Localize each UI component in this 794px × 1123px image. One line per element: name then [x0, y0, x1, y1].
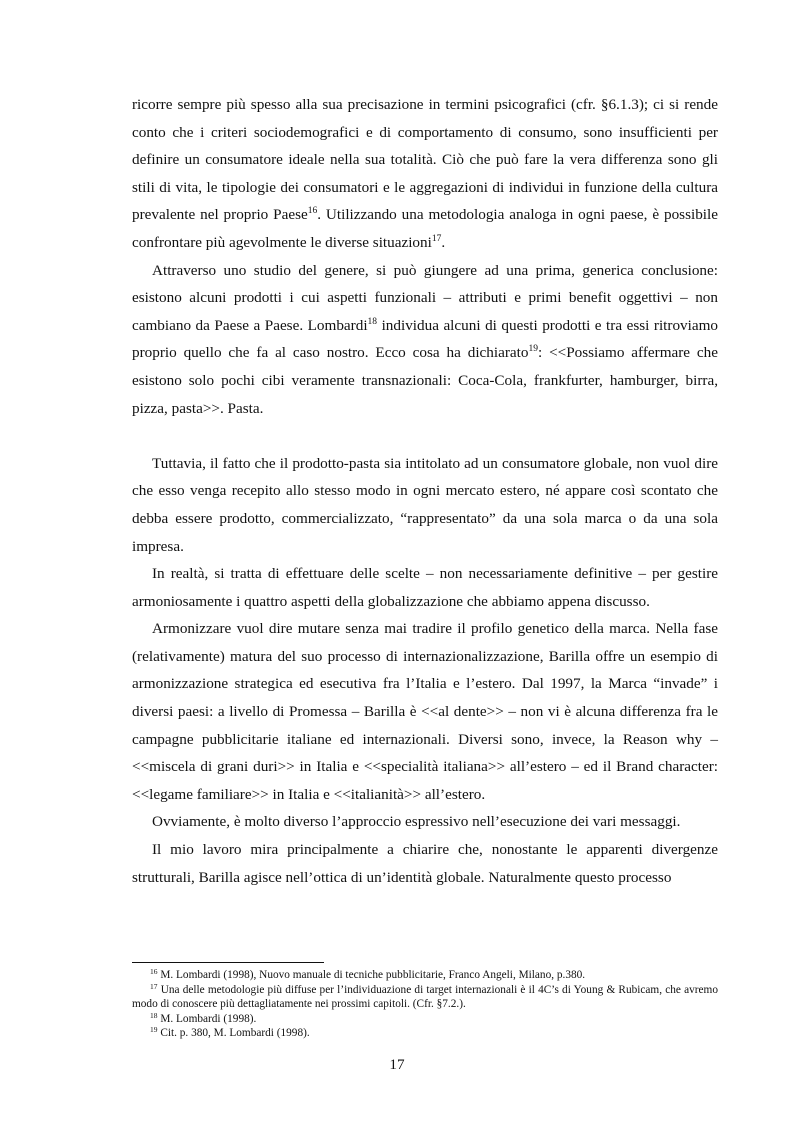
text-segment: Ovviamente, è molto diverso l’approccio espressivo nell’esecuzione dei vari messaggi. — [152, 813, 681, 831]
footnote-ref-16: 16 — [307, 206, 318, 217]
footnote-number: 17 — [150, 981, 158, 991]
footnote-ref-18: 18 — [367, 316, 378, 327]
text-segment: individua alcuni di questi prodotti e tra essi ritroviamo proprio quello che fa al caso nostro. Ecco cosa ha dichiarato — [132, 316, 718, 362]
text-segment: Armonizzare vuol dire mutare senza mai tradire il profilo genetico della marca. Nella fase (relativamente) matura del suo processo di internazionalizzazione, Barilla offre un esempio di armonizzazione strategica ed esecutiva fra l’Italia e l’estero. Dal 1997, la Marca “invade” i diversi paesi: a livello di Promessa – Barilla è <<al dente>> – non vi è alcuna differenza fra le campagne pubblicitarie italiane ed internazionali. Diversi sono, invece, la Reason why – <<miscela di grani duri>> in Italia e <<specialità italiana>> all’estero – ed il Brand character: <<legame familiare>> in Italia e <<italianità>> all’estero. — [132, 620, 718, 803]
paragraph — [132, 450, 718, 560]
footnote-ref-17: 17 — [431, 233, 442, 244]
paragraph — [132, 615, 718, 808]
footnote-text: M. Lombardi (1998). — [157, 1012, 257, 1025]
paragraph — [132, 836, 718, 891]
text-segment: ricorre sempre più spesso alla sua precisazione in termini psicografici (cfr. §6.1.3); ci si rende conto che i criteri sociodemografici e di comportamento di consumo, sono insufficienti per definire un consumatore ideale nella sua totalità. Ciò che può fare la vera differenza sono gli stili di vita, le tipologie dei consumatori e le aggregazioni di individui in funzione della cultura prevalente nel proprio Paese — [132, 96, 718, 224]
footnote-text: Una delle metodologie più diffuse per l’individuazione di target internazionali è il 4C’s di Young & Rubicam, che avremo modo di conoscere più dettagliatamente nei prossimi capitoli. (Cfr. §7.2.). — [132, 983, 718, 1010]
body-text — [132, 91, 718, 891]
text-segment: . Utilizzando una metodologia analoga in ogni paese, è possibile confrontare più agevolmente le diverse situazioni — [132, 206, 718, 251]
footnotes — [132, 968, 718, 1041]
footnote-number: 19 — [150, 1025, 158, 1034]
footnote-19 — [132, 1026, 718, 1041]
text-segment: Tuttavia, il fatto che il prodotto-pasta sia intitolato ad un consumatore globale, non vuol dire che esso venga recepito allo stesso modo in ogni mercato estero, né appare così scontato che debba essere prodotto, commercializzato, “rappresentato” da una sola marca o da una sola impresa. — [132, 454, 718, 555]
footnote-divider — [132, 962, 324, 963]
paragraph — [132, 91, 718, 257]
footnote-18 — [132, 1012, 718, 1027]
text-segment: Attraverso uno studio del genere, si può giungere ad una prima, generica conclusione: esistono alcuni prodotti i cui aspetti funzionali – attributi e primi benefit oggettivi – non cambiano da Paese a Paese. Lombardi — [132, 261, 718, 334]
footnote-text: M. Lombardi (1998), Nuovo manuale di tecniche pubblicitarie, Franco Angeli, Milano, p.380. — [157, 969, 586, 981]
page-number: 17 — [389, 1056, 405, 1073]
paragraph — [132, 808, 718, 836]
text-segment: In realtà, si tratta di effettuare delle scelte – non necessariamente definitive – per gestire armoniosamente i quattro aspetti della globalizzazione che abbiamo appena discusso. — [132, 565, 718, 610]
text-segment: . — [441, 233, 446, 251]
footnote-ref-19: 19 — [528, 344, 538, 355]
footnote-number: 18 — [150, 1010, 158, 1020]
footnote-16 — [132, 968, 718, 983]
paragraph — [132, 560, 718, 615]
footnote-17 — [132, 983, 718, 1012]
text-segment: Il mio lavoro mira principalmente a chiarire che, nonostante le apparenti divergenze strutturali, Barilla agisce nell’ottica di un’identità globale. Naturalmente questo processo — [132, 841, 718, 886]
text-segment: : <<Possiamo affermare che esistono solo pochi cibi veramente transnazionali: Coca-Cola, frankfurter, hamburger, birra, pizza, pasta>>. Pasta. — [132, 344, 718, 417]
paragraph — [132, 257, 718, 423]
footnote-number: 16 — [150, 967, 158, 976]
footnote-text: Cit. p. 380, M. Lombardi (1998). — [157, 1027, 310, 1039]
